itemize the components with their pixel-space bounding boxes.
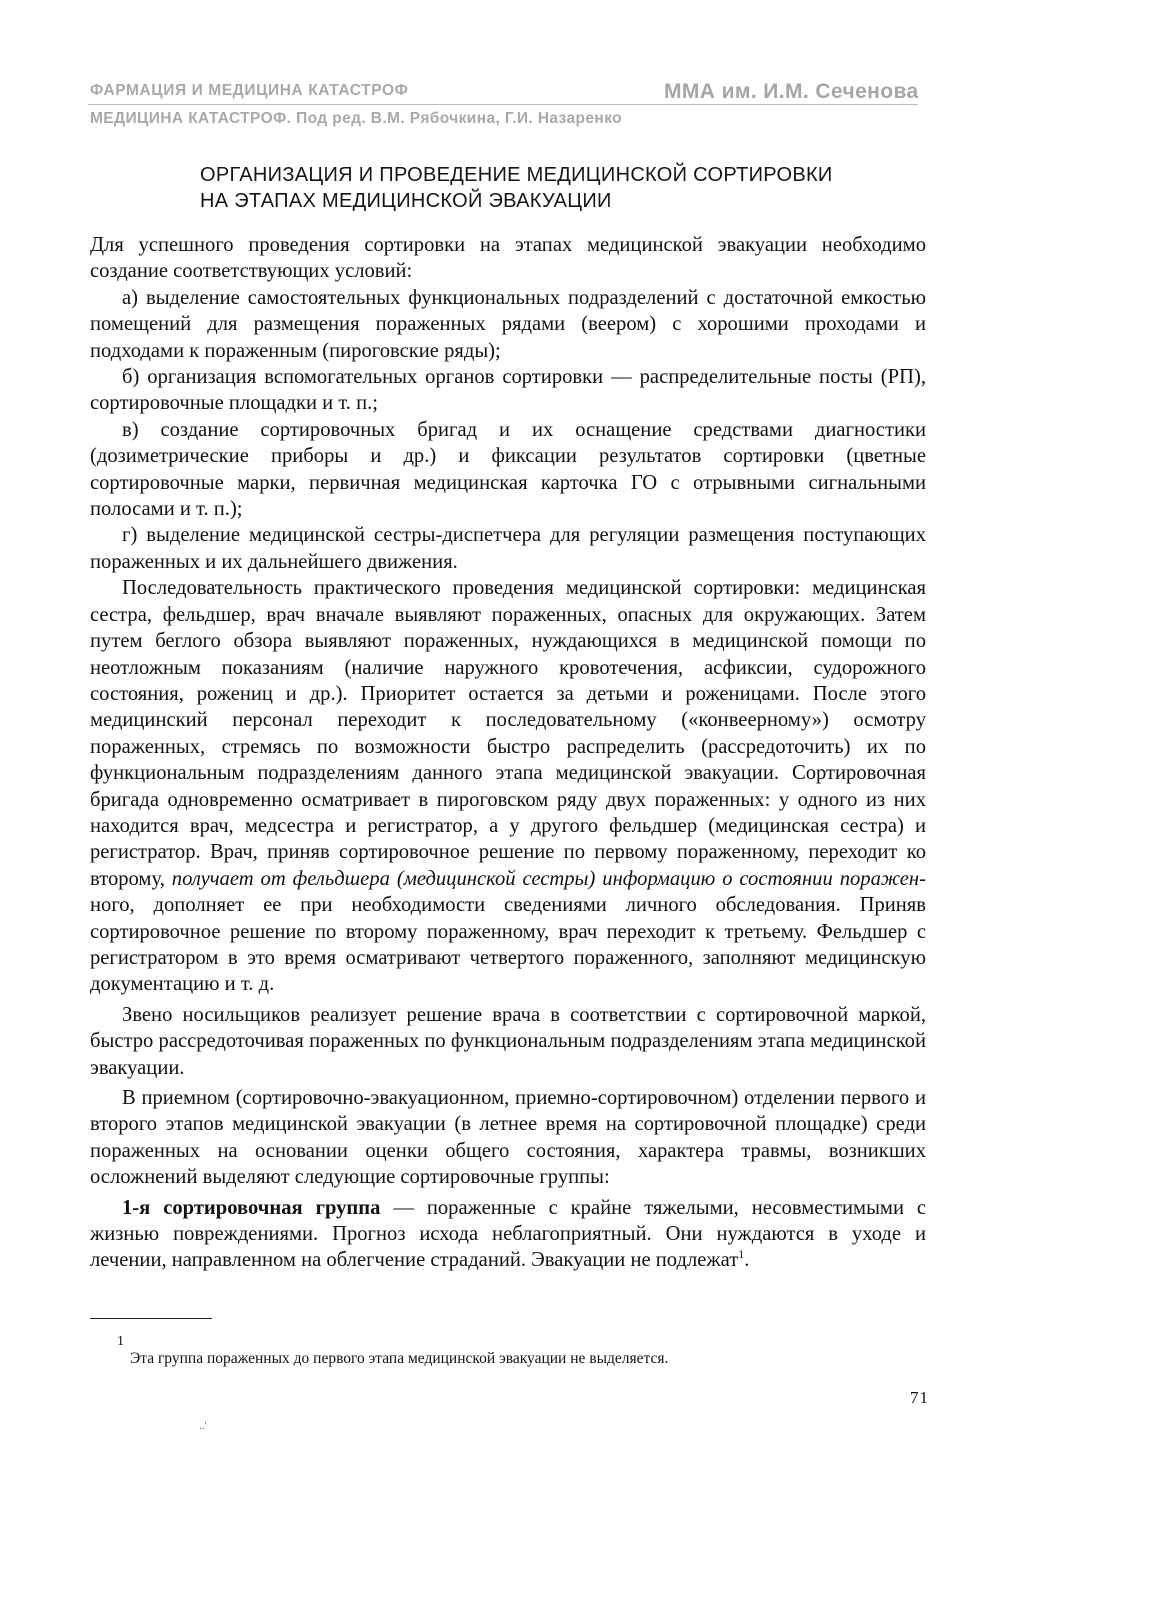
paragraph-sequence-part-1: Последовательность практического проведения медицинской сортировки: медицинская сестра, фельдшер, врач вначале выявляют пораженных, опасных для окружающих. Затем путем беглого обзора выявляют пораженных, нуждающихся в медицинской помощи по неотложным показаниям (наличие наружного кровотечения, асфиксии, судорожного состояния, рожениц и др.). Приоритет остается за детьми и роженицами. После этого медицинский персонал переходит к последовательному («конвеерному») осмотру пораженных, стремясь по возможности быстро распределить (рассредоточить) их по функциональным подразделениям данного этапа медицинской эвакуации. Сортировочная бригада одновременно осматривает в пироговском ряду двух пораженных: у одного из них находится врач, медсестра и регистратор, а у другого фельдшер (медицинская сестра) и регистратор. Врач, приняв сортировочное решение по первому пораженному, переходит ко второму, [90, 577, 926, 890]
footnote-rule [90, 1318, 212, 1319]
running-header-subtitle: МЕДИЦИНА КАТАСТРОФ. Под ред. В.М. Рябочкина, Г.И. Назаренко [90, 110, 623, 127]
paragraph-stretcher-bearers: Звено носильщиков реализует решение врача в соответствии с сортировочной маркой, быстро рассредоточивая пораженных по функциональным подразделениям этапа медицинской эвакуации. [90, 1003, 926, 1079]
footnote-mark: 1 [117, 1334, 124, 1349]
footnote-ref: 1 [738, 1247, 745, 1262]
chapter-title-line-2: НА ЭТАПАХ МЕДИЦИНСКОЙ ЭВАКУАЦИИ [200, 190, 612, 212]
running-header-right: ММА им. И.М. Сеченова [664, 80, 919, 103]
group-1-text: — пораженные с крайне тяжелыми, несовместимыми с жизнью повреждениями. Прогноз исхода неблагоприятный. Они нуждаются в уходе и лечении, направленном на облегчение страданий. Эвакуации не подлежат [90, 1196, 927, 1272]
paragraph-sequence-part-2: ного, дополняет ее при необходимости сведениями личного обследования. Приняв сортировочное решение по второму пораженному, врач переходит к третьему. Фельдшер с регистратором в это время осматривают четвертого пораженного, заполняют медицинскую документацию и т. д. [90, 894, 926, 996]
paragraph-reception: В приемном (сортировочно-эвакуационном, приемно-сортировочном) отделении первого и второго этапов медицинской эвакуации (в летнее время на сортировочной площадке) среди пораженных на основании оценки общего состояния, характера травмы, возникших осложнений выделяют следующие сортировочные группы: [90, 1087, 926, 1189]
header-rule [88, 104, 918, 105]
chapter-title-line-1: ОРГАНИЗАЦИЯ И ПРОВЕДЕНИЕ МЕДИЦИНСКОЙ СОРТИРОВКИ [200, 164, 833, 186]
group-1-label: 1-я сортировочная группа [122, 1196, 381, 1219]
page-number: 71 [910, 1388, 929, 1407]
list-item-c: в) создание сортировочных бригад и их оснащение средствами диагностики (дозиметрические приборы и др.) и фиксации результатов сортировки (цветные сортировочные марки, первичная медицинская карточка ГО с отрывными сигнальными полосами и т. п.); [90, 418, 926, 521]
body-text [90, 232, 926, 1274]
list-item-b: б) организация вспомогательных органов сортировки — распределительные посты (РП), сортировочные площадки и т. п.; [90, 366, 926, 415]
running-header-left: ФАРМАЦИЯ И МЕДИЦИНА КАТАСТРОФ [90, 82, 409, 99]
chapter-title [200, 162, 900, 214]
scan-speck: ..' [199, 1420, 207, 1432]
group-1-end: . [744, 1249, 750, 1272]
paragraph-intro: Для успешного проведения сортировки на этапах медицинской эвакуации необходимо создание соответствующих условий: [90, 234, 926, 283]
paragraph-group-1 [90, 1195, 926, 1274]
list-item-d: г) выделение медицинской сестры-диспетчера для регуляции размещения поступающих пораженных и их дальнейшего движения. [90, 524, 926, 573]
paragraph-sequence-italic: получает от фельдшера (медицинской сестры) информацию о состоянии поражен- [171, 867, 926, 890]
paragraph-sequence [90, 575, 926, 998]
footnote-text: Эта группа пораженных до первого этапа медицинской эвакуации не выделяется. [130, 1350, 669, 1367]
list-item-a: а) выделение самостоятельных функциональных подразделений с достаточной емкостью помещений для размещения пораженных рядами (веером) с хорошими проходами и подходами к пораженным (пироговские ряды); [90, 286, 926, 362]
